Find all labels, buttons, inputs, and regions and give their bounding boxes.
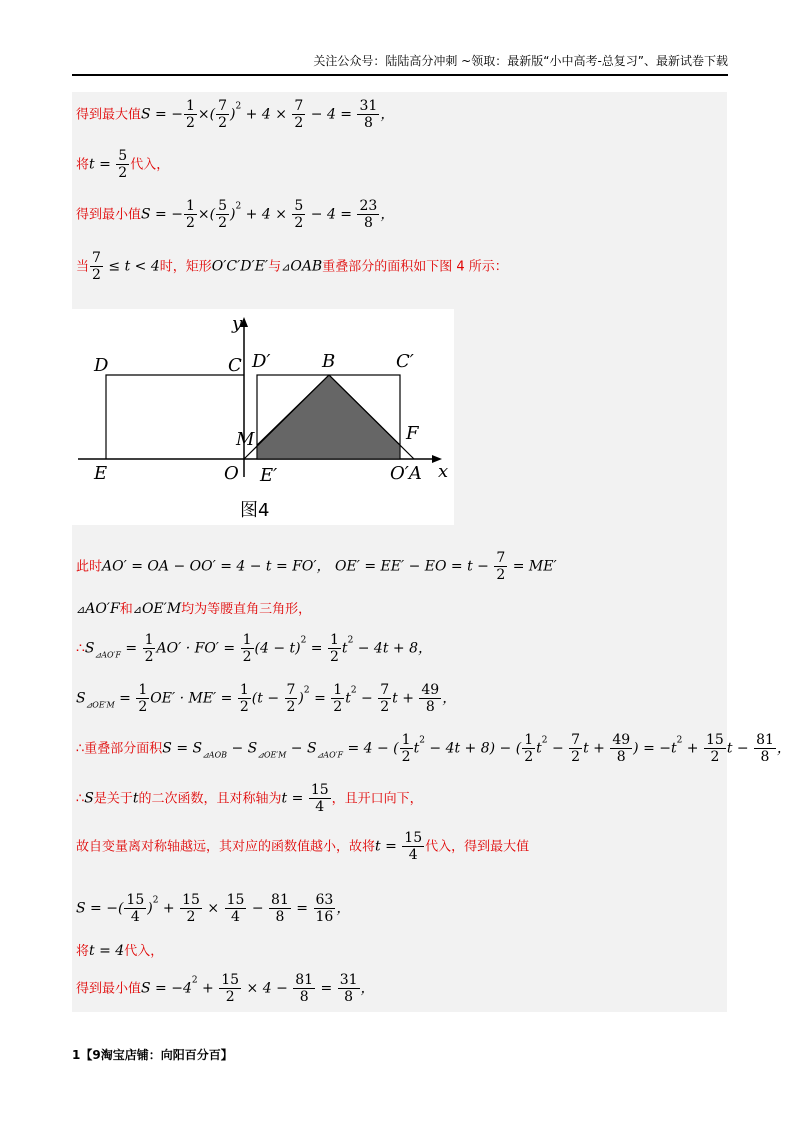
substitute-tail: 代入， — [130, 157, 170, 173]
label-ep: E′ — [260, 465, 278, 486]
label-m: M — [236, 429, 255, 450]
label-o: O — [224, 463, 239, 484]
min-value-line-2: 得到最小值$S = -4^2$ + $\frac{15}{2}$ × 4 − $\frac{81}{8}$ = $\frac{31}{8}$ ， — [76, 972, 375, 1005]
triangles-line: ⊿AO′F和⊿OE′M均为等腰直角三角形， — [76, 601, 312, 617]
case-mid2: 与 — [268, 259, 282, 275]
figure-4 — [72, 309, 454, 525]
length-lead: 此时 — [76, 559, 103, 575]
reasoning-line: 故自变量离对称轴越远，其对应的函数值越小，故将t = $\frac{15}{4}$ 代入，得到最大值 — [76, 830, 530, 863]
reasoning-tail: 代入，得到最大值 — [425, 839, 530, 855]
case-line: 当 $\frac{7}{2}$ ≤ t < 4时，矩形O′C′D′E′与⊿OAB重叠部分的面积如下图 4 所示： — [76, 250, 508, 283]
overlap-region — [257, 375, 400, 459]
quadratic-lead: ∴ — [76, 791, 85, 807]
coordinate-diagram — [72, 309, 454, 525]
page-footer — [72, 1046, 233, 1063]
length-line: 此时AO′ = OA − OO′ = 4 − t = FO′， OE′ = EE′ − EO = t − $\frac{7}{2}$ = ME′ — [76, 550, 557, 583]
quadratic-line: ∴S是关于t的二次函数，且对称轴为t = $\frac{15}{4}$ ，且开口向下， — [76, 782, 423, 815]
case-tail: 重叠部分的面积如下图 4 所示： — [322, 259, 508, 275]
min-value2-text: 得到最小值 — [76, 981, 142, 997]
label-opa: O′A — [390, 463, 422, 484]
substitute2-tail: 代入， — [124, 944, 164, 959]
header-text: 关注公众号：陆陆高分冲刺 ~领取：最新版“小中高考-总复习”、最新试卷下载 — [313, 54, 728, 68]
label-f: F — [406, 423, 419, 444]
triangles-mid: 和 — [119, 602, 133, 617]
label-y: y — [232, 313, 243, 334]
label-b: B — [322, 351, 336, 372]
solution-content — [72, 92, 791, 1012]
substitute-lead: 将 — [76, 157, 90, 173]
min-value-line-1: 得到最小值S = − $\frac{1}{2}$ ×( $\frac{5}{2}$ )$^2$ + 4 × $\frac{5}{2}$ − 4 = $\frac{23}{8}$ ， — [76, 198, 395, 231]
label-dp: D′ — [252, 351, 271, 372]
area-oem-line: $S_{⊿OE'M}$ = $\frac{1}{2}$ OE′ · ME′ = $\frac{1}{2}$ (t − $\frac{7}{2}$ )$^2$ = $\frac{1}{2}$ $t^2$ − $\frac{7}{2}$ t + $\frac{49}{8}$ ， — [76, 682, 457, 715]
area-aof-line: $\therefore S_{⊿AO'F}$ = $\frac{1}{2}$ AO′ · FO′ = $\frac{1}{2}$ $(4 - t)^2$ = $\frac{1}{2}$ $t^2 - 4t + 8$， — [76, 632, 432, 665]
footer-text: 1【9淘宝店铺：向阳百分百】 — [72, 1048, 233, 1062]
overlap-area-lead: ∴重叠部分面积 — [76, 741, 163, 757]
substitute2-lead: 将 — [76, 944, 90, 959]
case-lead: 当 — [76, 259, 90, 275]
max-value-text: 得到最大值 — [76, 107, 142, 123]
label-x: x — [438, 461, 449, 482]
label-cp: C′ — [396, 351, 414, 372]
quadratic-mid2: 的二次函数，且对称轴为 — [138, 791, 282, 807]
label-e: E — [94, 463, 108, 484]
label-d: D — [94, 355, 109, 376]
overlap-area-line: ∴重叠部分面积$S = S_{⊿AOB} - S_{⊿OE'M} - S_{⊿AO'F} = 4$ − ( $\frac{1}{2}$ $t^2 - 4t + 8$) − ( $\frac{1}{2}$ $t^2$ − $\frac{7}{2}$ t + $\frac{49}{8}$ ) = $-t^2$ + $\frac{15}{2}$ t − $\frac{81}{8}$ ， — [76, 732, 791, 765]
max-value-line-1: 得到最大值S = − $\frac{1}{2}$ ×( $\frac{7}{2}$ )$^2$ + 4 × $\frac{7}{2}$ − 4 = $\frac{31}{8}$ ， — [76, 98, 395, 131]
quadratic-tail: ，且开口向下， — [331, 791, 423, 807]
figure-caption: 图4 — [240, 500, 270, 521]
reasoning-lead: 故自变量离对称轴越远，其对应的函数值越小，故将 — [76, 839, 376, 855]
max-value-line-2: S = −( $\frac{15}{4}$ )$^2$ + $\frac{15}{2}$ × $\frac{15}{4}$ − $\frac{81}{8}$ = $\frac{63}{16}$ ， — [76, 892, 351, 925]
case-mid: 时，矩形 — [159, 259, 212, 275]
page-header — [72, 52, 728, 76]
substitute-line-2: 将t = 4代入， — [76, 943, 164, 959]
substitute-line-1: 将t = $\frac{5}{2}$ 代入， — [76, 148, 170, 181]
triangles-tail: 均为等腰直角三角形， — [181, 602, 312, 617]
label-c: C — [228, 355, 242, 376]
rectangle-dcoe — [106, 375, 244, 459]
quadratic-mid: 是关于 — [93, 791, 133, 807]
min-value-text: 得到最小值 — [76, 207, 142, 223]
